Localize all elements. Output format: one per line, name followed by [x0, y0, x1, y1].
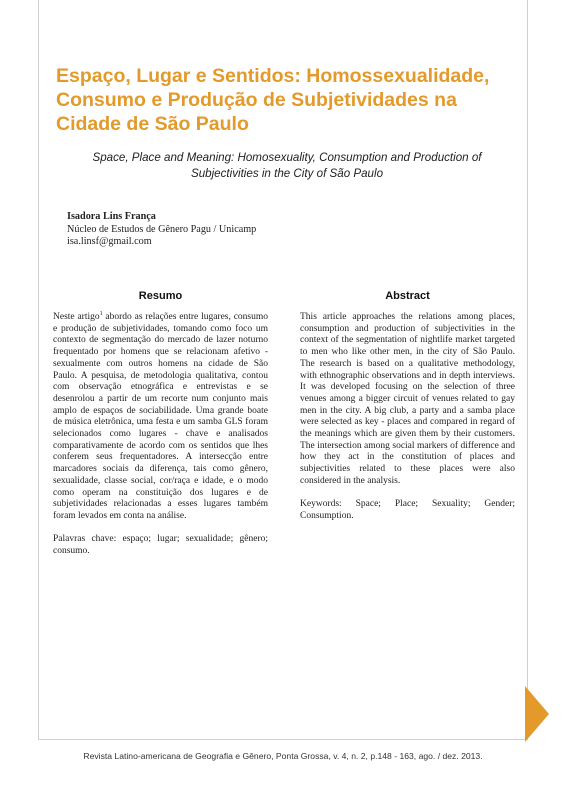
abstract-text: This article approaches the relations among places, consumption and production of subjectivities in the context of the segmentation of nightlife market targeted to men who like other men, in the city of São Paulo. The research is based on a qualitative methodology, with ethnographic observations and in depth interviews. It was developed focusing on the selection of three venues among a bigger circuit of venues related to gay men in the city. A big club, a party and a samba place were selected as key - places and compared in regard of the meanings which are given them by their customers. The intersection among social markers of difference and how they act in the constitution of places and subjectivities related to these places were also considered in the analysis. [300, 312, 515, 486]
resumo-text-rest: abordo as relações entre lugares, consumo e produção de subjetividades, tomando como foco um contexto de segmentação do mercado de lazer noturno frequentado por homens que se relacionam afetivo - sexualmente com outros homens na cidade de São Paulo. A pesquisa, de metodologia qualitativa, contou com observação etnográfica e entrevistas e se desenrolou a partir de um recorte num conjunto mais amplo de espaços de sociabilidade. Uma grande boate de música eletrônica, uma festa e um samba GLS foram selecionados como lugares - chave e analisados comparativamente de acordo com os sentidos que lhes conferem seus frequentadores. A intersecção entre marcadores sociais da diferença, tais como gênero, sexualidade, classe social, cor/raça e idade, e o modo como operam na constituição dos lugares e de subjetividades relacionadas a esses lugares também foram levados em conta na análise. [53, 312, 268, 521]
resumo-text-start: Neste artigo [53, 312, 100, 322]
triangle-right-icon[interactable] [525, 686, 549, 742]
abstract-keywords: Keywords: Space; Place; Sexuality; Gender; Consumption. [300, 499, 515, 521]
resumo-keywords: Palavras chave: espaço; lugar; sexualidade; gênero; consumo. [53, 534, 268, 557]
abstract-heading: Abstract [385, 290, 430, 302]
article-title: Espaço, Lugar e Sentidos: Homossexualidade, Consumo e Produção de Subjetividades na Cidade de São Paulo [56, 65, 490, 135]
article-subtitle: Space, Place and Meaning: Homosexuality, Consumption and Production of Subjectivities in the City of São Paulo [92, 151, 482, 180]
footnote-mark[interactable]: 1 [99, 310, 103, 317]
resumo-column [53, 290, 268, 558]
author-name: Isadora Lins França [67, 211, 156, 222]
resumo-heading: Resumo [138, 290, 183, 302]
author-affiliation: Núcleo de Estudos de Gênero Pagu / Unicamp [67, 223, 257, 235]
author-block [67, 211, 256, 249]
abstract-column [300, 290, 515, 523]
author-email: isa.linsf@gmail.com [67, 236, 152, 247]
journal-footer: Revista Latino-americana de Geografia e Gênero, Ponta Grossa, v. 4, n. 2, p.148 - 163, ago. / dez. 2013. [83, 751, 483, 761]
resumo-text [53, 312, 268, 523]
